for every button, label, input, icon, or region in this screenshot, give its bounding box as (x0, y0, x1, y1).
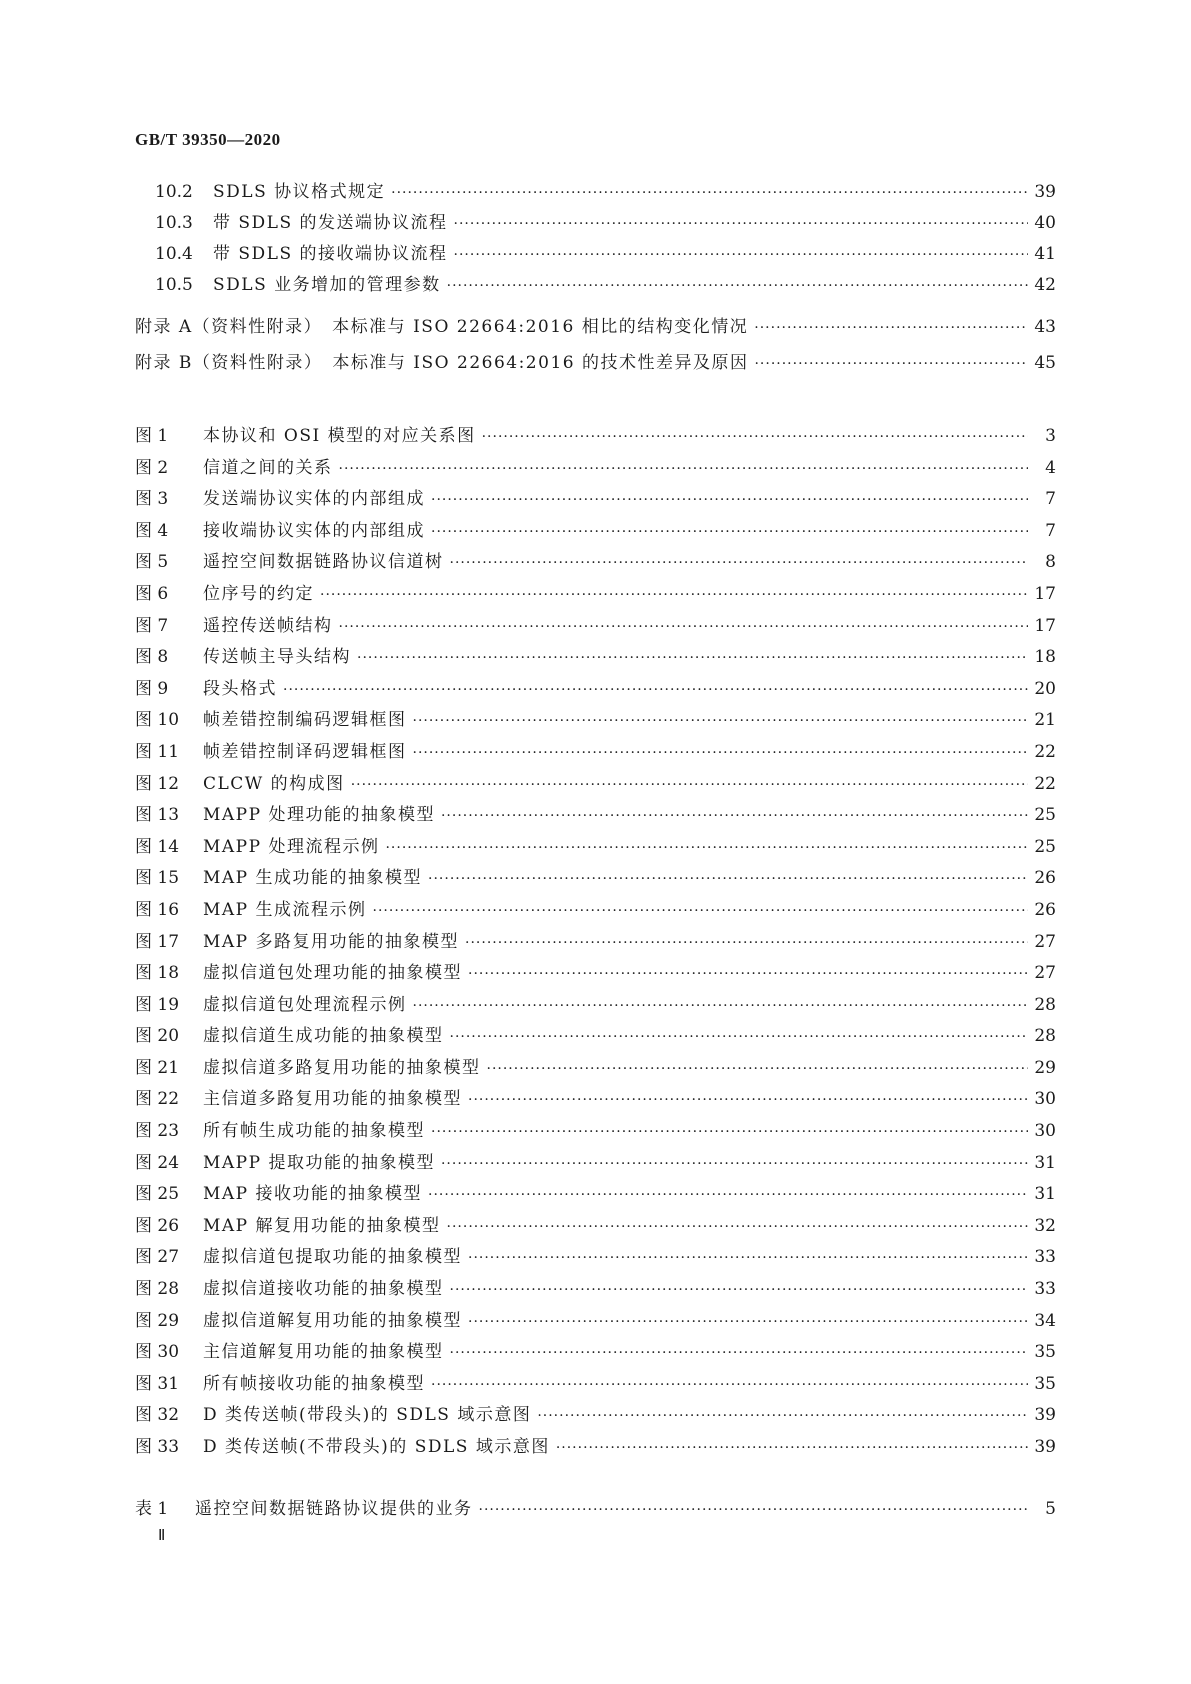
toc-entry-number: 10.5 (155, 275, 193, 295)
dot-leader (283, 682, 1028, 698)
toc-entry-number: 图 5 (135, 552, 169, 573)
toc-entry[interactable] (0, 990, 1056, 1022)
toc-entry[interactable] (0, 1494, 1056, 1525)
toc-entry-number: 图 23 (135, 1121, 180, 1142)
toc-entry[interactable] (0, 1242, 1056, 1274)
dot-leader (428, 1187, 1028, 1203)
dot-leader (450, 1345, 1029, 1361)
toc-entry-title: MAP 接收功能的抽象模型 (203, 1184, 423, 1205)
dot-leader (351, 777, 1028, 793)
dot-leader (441, 1156, 1028, 1172)
toc-entry-title: MAPP 处理功能的抽象模型 (203, 805, 435, 826)
toc-entry-number: 表 1 (135, 1499, 169, 1519)
toc-entry-title: 带 SDLS 的发送端协议流程 (213, 213, 448, 233)
toc-entry-number: 图 25 (135, 1184, 180, 1205)
toc-entry-title: MAP 生成功能的抽象模型 (203, 868, 423, 889)
toc-entry-title: 传送帧主导头结构 (203, 647, 351, 668)
toc-entry-title: 所有帧接收功能的抽象模型 (203, 1373, 425, 1394)
toc-entry[interactable] (0, 642, 1056, 674)
toc-entry-title: MAPP 处理流程示例 (203, 836, 380, 857)
toc-entry-title: 所有帧生成功能的抽象模型 (203, 1121, 425, 1142)
toc-entry-number: 图 12 (135, 773, 180, 794)
toc-entry-number: 图 21 (135, 1057, 180, 1078)
toc-entry[interactable] (0, 348, 1056, 384)
dot-leader (487, 1061, 1029, 1077)
toc-entry-number: 图 6 (135, 583, 169, 604)
dot-leader (357, 650, 1028, 666)
dot-leader (431, 1124, 1028, 1140)
toc-entry-title: 接收端协议实体的内部组成 (203, 520, 425, 541)
toc-entry-number: 图 33 (135, 1437, 180, 1457)
toc-entry-number: 图 27 (135, 1247, 180, 1268)
toc-entry-number: 图 32 (135, 1405, 180, 1426)
toc-entry-number: 10.3 (155, 213, 193, 233)
toc-entry-title: 虚拟信道包处理流程示例 (203, 994, 407, 1015)
toc-entry[interactable] (0, 895, 1056, 927)
toc-entry-title: MAP 多路复用功能的抽象模型 (203, 931, 460, 952)
toc-entry-page: 25 (1034, 805, 1056, 826)
toc-entry[interactable] (0, 270, 1056, 301)
toc-entry-page: 41 (1034, 244, 1056, 264)
toc-entry-number: 图 7 (135, 615, 169, 636)
toc-entry-page: 7 (1045, 489, 1056, 510)
toc-entry-title: 虚拟信道包处理功能的抽象模型 (203, 963, 462, 984)
toc-entry-page: 26 (1034, 899, 1056, 920)
toc-entry-title: 虚拟信道多路复用功能的抽象模型 (203, 1057, 481, 1078)
toc-entry-page: 42 (1034, 275, 1056, 295)
toc-entry[interactable] (0, 453, 1056, 485)
dot-leader (385, 840, 1028, 856)
toc-entry-number: 图 8 (135, 647, 169, 668)
toc-entry-page: 3 (1045, 426, 1056, 446)
toc-entry[interactable] (0, 1306, 1056, 1338)
toc-entry-number: 图 11 (135, 741, 180, 762)
toc-entry[interactable] (0, 1211, 1056, 1243)
toc-entry-title: 位序号的约定 (203, 583, 314, 604)
toc-entry-number: 图 20 (135, 1026, 180, 1047)
toc-entry[interactable] (0, 674, 1056, 706)
toc-entry-page: 29 (1034, 1057, 1056, 1078)
dot-leader (468, 966, 1028, 982)
toc-entry[interactable] (0, 421, 1056, 453)
dot-leader (428, 871, 1028, 887)
dot-leader (320, 587, 1028, 603)
toc-entry-page: 32 (1034, 1215, 1056, 1236)
toc-entry[interactable] (0, 737, 1056, 769)
toc-appendices (0, 312, 1191, 384)
dot-leader (450, 555, 1029, 571)
toc-entry-page: 5 (1045, 1499, 1056, 1519)
toc-entry-title: SDLS 业务增加的管理参数 (213, 275, 441, 295)
toc-entry[interactable] (0, 312, 1056, 348)
toc-entry-title: CLCW 的构成图 (203, 773, 345, 794)
dot-leader (468, 1314, 1028, 1330)
toc-entry-page: 39 (1034, 1437, 1056, 1457)
toc-entry[interactable] (0, 1274, 1056, 1306)
toc-tables (0, 1494, 1191, 1525)
toc-entry-title: MAPP 提取功能的抽象模型 (203, 1152, 435, 1173)
toc-entry-title: 发送端协议实体的内部组成 (203, 489, 425, 510)
toc-entry-number: 图 13 (135, 805, 180, 826)
toc-entry[interactable] (0, 832, 1056, 864)
toc-entry-number: 10.2 (155, 182, 193, 202)
toc-entry-page: 8 (1045, 552, 1056, 573)
toc-entry-page: 39 (1034, 1405, 1056, 1426)
dot-leader (454, 247, 1028, 263)
toc-entry-title: 主信道解复用功能的抽象模型 (203, 1342, 444, 1363)
toc-entry-title: 带 SDLS 的接收端协议流程 (213, 244, 448, 264)
toc-entry-title: D 类传送帧(不带段头)的 SDLS 域示意图 (203, 1437, 550, 1457)
toc-entry[interactable] (0, 1116, 1056, 1148)
toc-entry-number: 图 26 (135, 1215, 180, 1236)
toc-entry-title: 虚拟信道生成功能的抽象模型 (203, 1026, 444, 1047)
toc-entry-number: 图 2 (135, 457, 169, 478)
dot-leader (339, 461, 1029, 477)
dot-leader (450, 1282, 1029, 1298)
dot-leader (339, 619, 1029, 635)
toc-entry-title: 遥控空间数据链路协议提供的业务 (195, 1499, 473, 1519)
toc-entry-page: 20 (1034, 678, 1056, 699)
toc-entry-number: 图 28 (135, 1279, 180, 1300)
toc-entry-page: 45 (1034, 353, 1056, 373)
toc-entry-title: MAP 解复用功能的抽象模型 (203, 1215, 441, 1236)
dot-leader (431, 1377, 1028, 1393)
toc-entry[interactable] (0, 484, 1056, 516)
toc-entry-number: 图 30 (135, 1342, 180, 1363)
dot-leader (465, 935, 1028, 951)
dot-leader (468, 1250, 1028, 1266)
dot-leader (479, 1502, 1029, 1518)
toc-entry-number: 10.4 (155, 244, 193, 264)
toc-entry-title: 虚拟信道接收功能的抽象模型 (203, 1279, 444, 1300)
toc-entry[interactable] (0, 1148, 1056, 1180)
toc-entry-page: 22 (1034, 773, 1056, 794)
toc-entry-page: 39 (1034, 182, 1056, 202)
dot-leader (373, 903, 1028, 919)
dot-leader (431, 524, 1028, 540)
toc-entry-number: 图 18 (135, 963, 180, 984)
toc-entry-page: 17 (1034, 583, 1056, 604)
toc-entry-page: 34 (1034, 1310, 1056, 1331)
toc-entry-page: 30 (1034, 1121, 1056, 1142)
toc-entry-title: 帧差错控制译码逻辑框图 (203, 741, 407, 762)
toc-entry-title: 段头格式 (203, 678, 277, 699)
dot-leader (468, 1092, 1028, 1108)
toc-entry-title: 信道之间的关系 (203, 457, 333, 478)
toc-entry-page: 33 (1034, 1279, 1056, 1300)
toc-entry[interactable] (0, 1432, 1056, 1464)
toc-entry[interactable] (0, 1400, 1056, 1432)
toc-entry[interactable] (0, 1369, 1056, 1401)
dot-leader (447, 1219, 1028, 1235)
toc-entry-title: 主信道多路复用功能的抽象模型 (203, 1089, 462, 1110)
page-number: Ⅱ (158, 1528, 166, 1544)
toc-entry-title: 本协议和 OSI 模型的对应关系图 (203, 426, 476, 446)
toc-entry[interactable] (0, 177, 1056, 208)
toc-entry[interactable] (0, 1084, 1056, 1116)
toc-entry[interactable] (0, 800, 1056, 832)
dot-leader (413, 998, 1029, 1014)
toc-entry-number: 图 3 (135, 489, 169, 510)
toc-entry-number: 图 29 (135, 1310, 180, 1331)
toc-entry[interactable] (0, 611, 1056, 643)
toc-entry-number: 图 31 (135, 1373, 180, 1394)
dot-leader (754, 320, 1028, 336)
toc-entry-page: 28 (1034, 1026, 1056, 1047)
dot-leader (441, 808, 1028, 824)
toc-entry-page: 40 (1034, 213, 1056, 233)
dot-leader (413, 745, 1029, 761)
toc-figures (0, 421, 1191, 1464)
toc-entry-page: 27 (1034, 963, 1056, 984)
toc-entry-title: 附录 B（资料性附录） 本标准与 ISO 22664:2016 的技术性差异及原因 (135, 353, 749, 373)
toc-entry-page: 25 (1034, 836, 1056, 857)
toc-entry-number: 图 4 (135, 520, 169, 541)
toc-entry-number: 图 16 (135, 899, 180, 920)
toc-entry-page: 4 (1045, 457, 1056, 478)
toc-entry[interactable] (0, 769, 1056, 801)
toc-entry-title: 遥控传送帧结构 (203, 615, 333, 636)
toc-entry-title: 遥控空间数据链路协议信道树 (203, 552, 444, 573)
dot-leader (450, 1029, 1029, 1045)
toc-entry-page: 33 (1034, 1247, 1056, 1268)
toc-entry-number: 图 19 (135, 994, 180, 1015)
toc-entry-number: 图 14 (135, 836, 180, 857)
toc-entry-page: 21 (1034, 710, 1056, 731)
dot-leader (431, 492, 1028, 508)
toc-entry-title: 附录 A（资料性附录） 本标准与 ISO 22664:2016 相比的结构变化情况 (135, 317, 749, 337)
toc-entry-number: 图 15 (135, 868, 180, 889)
toc-entry-title: 虚拟信道解复用功能的抽象模型 (203, 1310, 462, 1331)
toc-entry-page: 28 (1034, 994, 1056, 1015)
toc-entry[interactable] (0, 863, 1056, 895)
dot-leader (454, 216, 1028, 232)
toc-entry[interactable] (0, 1337, 1056, 1369)
dot-leader (482, 429, 1028, 445)
toc-entry[interactable] (0, 705, 1056, 737)
toc-entry[interactable] (0, 516, 1056, 548)
dot-leader (413, 713, 1029, 729)
dot-leader (391, 185, 1028, 201)
toc-entry-number: 图 22 (135, 1089, 180, 1110)
toc-entry-title: SDLS 协议格式规定 (213, 182, 386, 202)
toc-entry-number: 图 1 (135, 426, 169, 446)
toc-entry-title: D 类传送帧(带段头)的 SDLS 域示意图 (203, 1405, 532, 1426)
toc-entry-page: 26 (1034, 868, 1056, 889)
toc-entry-page: 31 (1034, 1184, 1056, 1205)
toc-entry-page: 7 (1045, 520, 1056, 541)
dot-leader (556, 1440, 1028, 1456)
toc-entry[interactable] (0, 1053, 1056, 1085)
toc-entry-number: 图 17 (135, 931, 180, 952)
toc-entry-page: 35 (1034, 1373, 1056, 1394)
toc-entry[interactable] (0, 1021, 1056, 1053)
dot-leader (754, 356, 1028, 372)
toc-entry[interactable] (0, 208, 1056, 239)
toc-entry-page: 43 (1034, 317, 1056, 337)
toc-entry-number: 图 24 (135, 1152, 180, 1173)
toc-entry[interactable] (0, 239, 1056, 270)
toc-entry-page: 22 (1034, 741, 1056, 762)
toc-sections (0, 177, 1191, 301)
toc-entry-title: 帧差错控制编码逻辑框图 (203, 710, 407, 731)
toc-entry[interactable] (0, 958, 1056, 990)
toc-entry-page: 18 (1034, 647, 1056, 668)
toc-entry-title: MAP 生成流程示例 (203, 899, 367, 920)
toc-entry-page: 31 (1034, 1152, 1056, 1173)
toc-entry-page: 17 (1034, 615, 1056, 636)
toc-entry-number: 图 9 (135, 678, 169, 699)
toc-entry-page: 35 (1034, 1342, 1056, 1363)
toc-entry[interactable] (0, 579, 1056, 611)
dot-leader (447, 278, 1028, 294)
toc-entry-title: 虚拟信道包提取功能的抽象模型 (203, 1247, 462, 1268)
toc-entry-page: 27 (1034, 931, 1056, 952)
standard-code: GB/T 39350—2020 (135, 130, 281, 149)
toc-entry-number: 图 10 (135, 710, 180, 731)
toc-entry[interactable] (0, 547, 1056, 579)
toc-entry[interactable] (0, 927, 1056, 959)
toc-entry[interactable] (0, 1179, 1056, 1211)
dot-leader (537, 1408, 1028, 1424)
toc-entry-page: 30 (1034, 1089, 1056, 1110)
